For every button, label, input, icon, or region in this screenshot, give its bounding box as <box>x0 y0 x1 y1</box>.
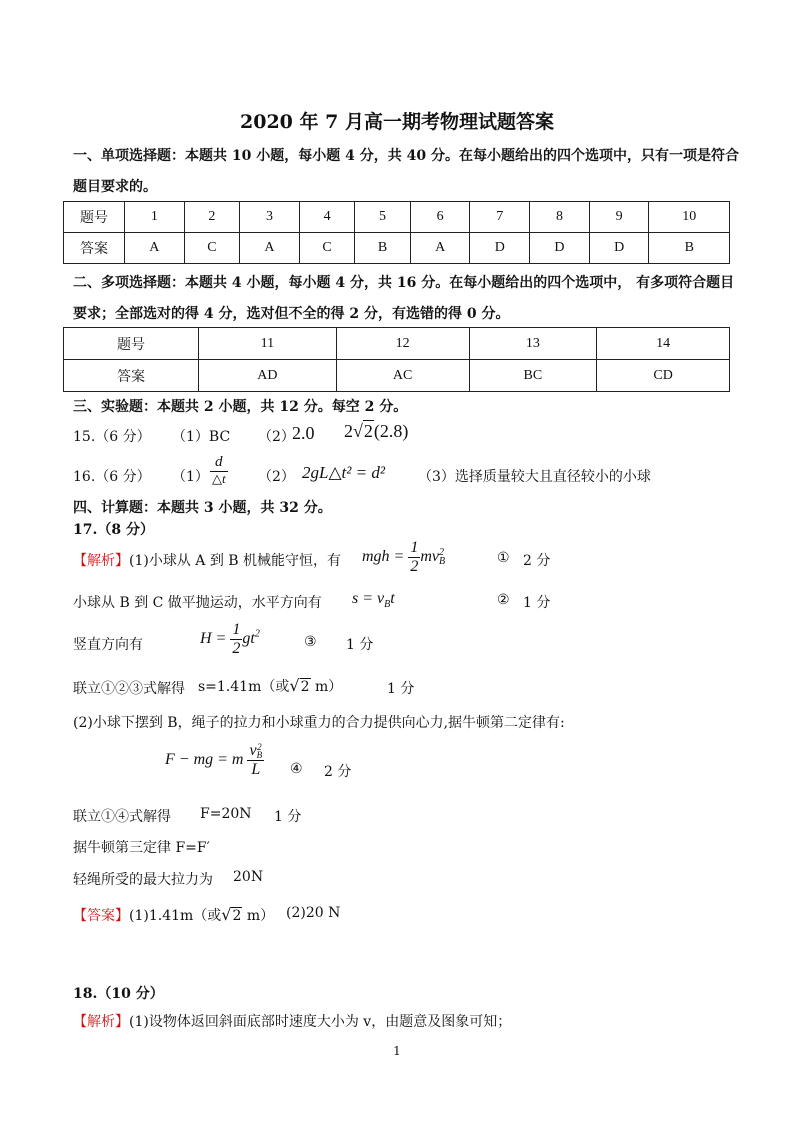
q17-eq3 <box>200 621 260 657</box>
q17-line9-text: 轻绳所受的最大拉力为 <box>73 872 213 888</box>
table-cell: 12 <box>336 328 469 360</box>
section1-heading-line1: 一、单项选择题：本题共 10 小题，每小题 4 分，共 40 分。在每小题给出的四个选项中，只有一项是符合 <box>73 148 739 164</box>
section4-heading: 四、计算题：本题共 3 小题，共 32 分。 <box>73 500 332 516</box>
q15-radicand: 2 <box>363 421 373 441</box>
table-cell: AC <box>336 360 469 392</box>
radicand: 2 <box>232 908 242 924</box>
fraction-numerator: 1 <box>232 621 241 638</box>
q17-line7-score: 1 分 <box>274 809 302 825</box>
table-row <box>64 233 730 264</box>
table-cell: B <box>649 233 730 264</box>
q15-coefficient: 2 <box>344 421 353 441</box>
table-cell: CD <box>597 360 730 392</box>
q17-line3-score: 1 分 <box>346 637 374 653</box>
page-title: 2020 年 7 月高一期考物理试题答案 <box>240 111 554 133</box>
table-cell: 9 <box>589 202 649 233</box>
table-cell: 5 <box>355 202 410 233</box>
unit: m） <box>314 679 343 695</box>
fraction <box>247 742 264 778</box>
q15-part2-value: 2.0 <box>292 423 315 443</box>
fraction-denominator: 2 <box>232 639 241 657</box>
fraction <box>210 454 228 486</box>
q17-line4-value <box>198 676 342 696</box>
table-cell: A <box>410 233 470 264</box>
table-header-cell: 题号 <box>64 202 125 233</box>
q17-line2-score: 1 分 <box>523 595 551 611</box>
q16-part2-label: （2） <box>258 469 295 485</box>
q17-eq4 <box>165 742 264 778</box>
subscript: B <box>439 556 446 568</box>
table-cell: 8 <box>530 202 590 233</box>
q16-fraction <box>210 454 228 486</box>
table-cell: A <box>125 233 185 264</box>
q17-line1-mark: ① <box>497 550 510 566</box>
table-cell: 11 <box>199 328 337 360</box>
superscript: 2 <box>257 742 262 753</box>
table-row <box>64 360 730 392</box>
q17-line1-score: 2 分 <box>523 553 551 569</box>
table-row <box>64 202 730 233</box>
table-cell: C <box>184 233 239 264</box>
analysis-tag: 【解析】 <box>73 1014 129 1030</box>
table-header-cell: 题号 <box>64 328 199 360</box>
q17-label: 17.（8 分） <box>73 522 154 538</box>
q17-line4-score: 1 分 <box>387 681 415 697</box>
unit: m） <box>246 908 275 924</box>
q18-line1-text: (1)设物体返回斜面底部时速度大小为 v，由题意及图象可知； <box>129 1014 512 1030</box>
table-cell: AD <box>199 360 337 392</box>
table-cell: C <box>299 233 354 264</box>
answer-tag: 【答案】 <box>73 908 129 924</box>
table-cell: 13 <box>469 328 597 360</box>
eq3-rhs: gt <box>242 630 255 648</box>
table-cell: 3 <box>240 202 300 233</box>
q17-line7-text: 联立①④式解得 <box>73 809 171 825</box>
answer-part1: (1)1.41m（或 <box>129 908 222 924</box>
q15-alt-value: (2.8) <box>373 421 409 441</box>
section2-heading-line1: 二、多项选择题：本题共 4 小题，每小题 4 分，共 16 分。在每小题给出的四个选项中， 有多项符合题目 <box>73 275 735 291</box>
q15-part1: （1）BC <box>172 429 231 445</box>
q16-part1-label: （1） <box>172 469 209 485</box>
table-cell: BC <box>469 360 597 392</box>
eq2-t: t <box>390 590 395 607</box>
sub-sup <box>439 548 445 566</box>
q17-eq2 <box>352 590 395 610</box>
fraction-numerator: 1 <box>410 539 419 556</box>
q17-line2-text: 小球从 B 到 C 做平抛运动，水平方向有 <box>73 595 322 611</box>
fraction-denominator: △t <box>212 470 226 486</box>
q16-part2-expression: 2gL△t² = d² <box>302 463 385 482</box>
q15-label: 15.（6 分） <box>73 429 151 445</box>
table-cell: 2 <box>184 202 239 233</box>
eq1-lhs: mgh = <box>362 548 405 566</box>
q17-line8-text: 据牛顿第三定律 F=F′ <box>73 840 210 856</box>
q17-answer <box>73 905 274 925</box>
q17-line5-text: (2)小球下摆到 B，绳子的拉力和小球重力的合力提供向心力,据牛顿第二定律有: <box>73 715 565 731</box>
q17-eq1 <box>362 539 445 575</box>
q17-line3-text: 竖直方向有 <box>73 637 143 653</box>
table-header-cell: 答案 <box>64 360 199 392</box>
fraction-denominator: 2 <box>410 557 419 575</box>
numerator-v: v <box>249 742 257 759</box>
sqrt-icon: √ <box>221 905 232 924</box>
fraction <box>230 621 242 657</box>
q17-line2-mark: ② <box>497 592 510 608</box>
table-cell: 10 <box>649 202 730 233</box>
q15-part2-answer <box>344 421 408 442</box>
table-cell: 14 <box>597 328 730 360</box>
q17-line1 <box>73 550 341 570</box>
q16-label: 16.（6 分） <box>73 469 151 485</box>
q18-label: 18.（10 分） <box>73 986 164 1002</box>
sqrt-icon: √ <box>289 676 300 695</box>
eq4-lhs: F − mg = m <box>165 751 244 769</box>
eq1-rhs: mv <box>420 548 440 566</box>
sub-sup <box>257 743 263 759</box>
single-choice-answer-table <box>63 201 730 264</box>
table-header-cell: 答案 <box>64 233 125 264</box>
superscript: 2 <box>254 628 260 640</box>
eq3-lhs: H = <box>200 630 227 648</box>
q17-line3-mark: ③ <box>304 634 317 650</box>
q15-part2-label: （2） <box>258 429 295 445</box>
table-cell: D <box>589 233 649 264</box>
q16-part3: （3）选择质量较大且直径较小的小球 <box>418 469 651 485</box>
value: s=1.41m（或 <box>198 679 290 695</box>
superscript: 2 <box>439 547 445 559</box>
table-cell: 7 <box>470 202 530 233</box>
q17-eq4-score: 2 分 <box>324 764 352 780</box>
q18-line1 <box>73 1011 511 1031</box>
radicand: 2 <box>300 679 310 695</box>
fraction <box>408 539 420 575</box>
table-row <box>64 328 730 360</box>
q17-eq4-mark: ④ <box>290 761 303 777</box>
multiple-choice-answer-table <box>63 327 730 392</box>
q17-line9-value: 20N <box>233 869 264 885</box>
subscript: B <box>384 599 391 611</box>
fraction-numerator <box>247 742 264 761</box>
fraction-denominator: L <box>251 760 261 778</box>
table-cell: A <box>240 233 300 264</box>
q17-line4-text: 联立①②③式解得 <box>73 681 185 697</box>
sqrt-icon: √ <box>353 421 363 441</box>
table-cell: 6 <box>410 202 470 233</box>
page-number: 1 <box>393 1044 401 1058</box>
section3-heading: 三、实验题：本题共 2 小题，共 12 分。每空 2 分。 <box>73 399 408 415</box>
eq2-lhs: s = v <box>352 590 385 607</box>
table-cell: D <box>530 233 590 264</box>
q17-answer-part2: (2)20 N <box>286 905 341 921</box>
subscript: B <box>256 750 263 761</box>
fraction-numerator: d <box>215 454 223 470</box>
section2-heading-line2: 要求；全部选对的得 4 分，选对但不全的得 2 分，有选错的得 0 分。 <box>73 306 510 322</box>
table-cell: 4 <box>299 202 354 233</box>
analysis-tag: 【解析】 <box>73 553 129 569</box>
q17-line7-value: F=20N <box>200 806 252 822</box>
table-cell: D <box>470 233 530 264</box>
table-cell: B <box>355 233 410 264</box>
table-cell: 1 <box>125 202 185 233</box>
q17-line1-text: (1)小球从 A 到 B 机械能守恒，有 <box>129 553 342 569</box>
section1-heading-line2: 题目要求的。 <box>73 179 157 195</box>
